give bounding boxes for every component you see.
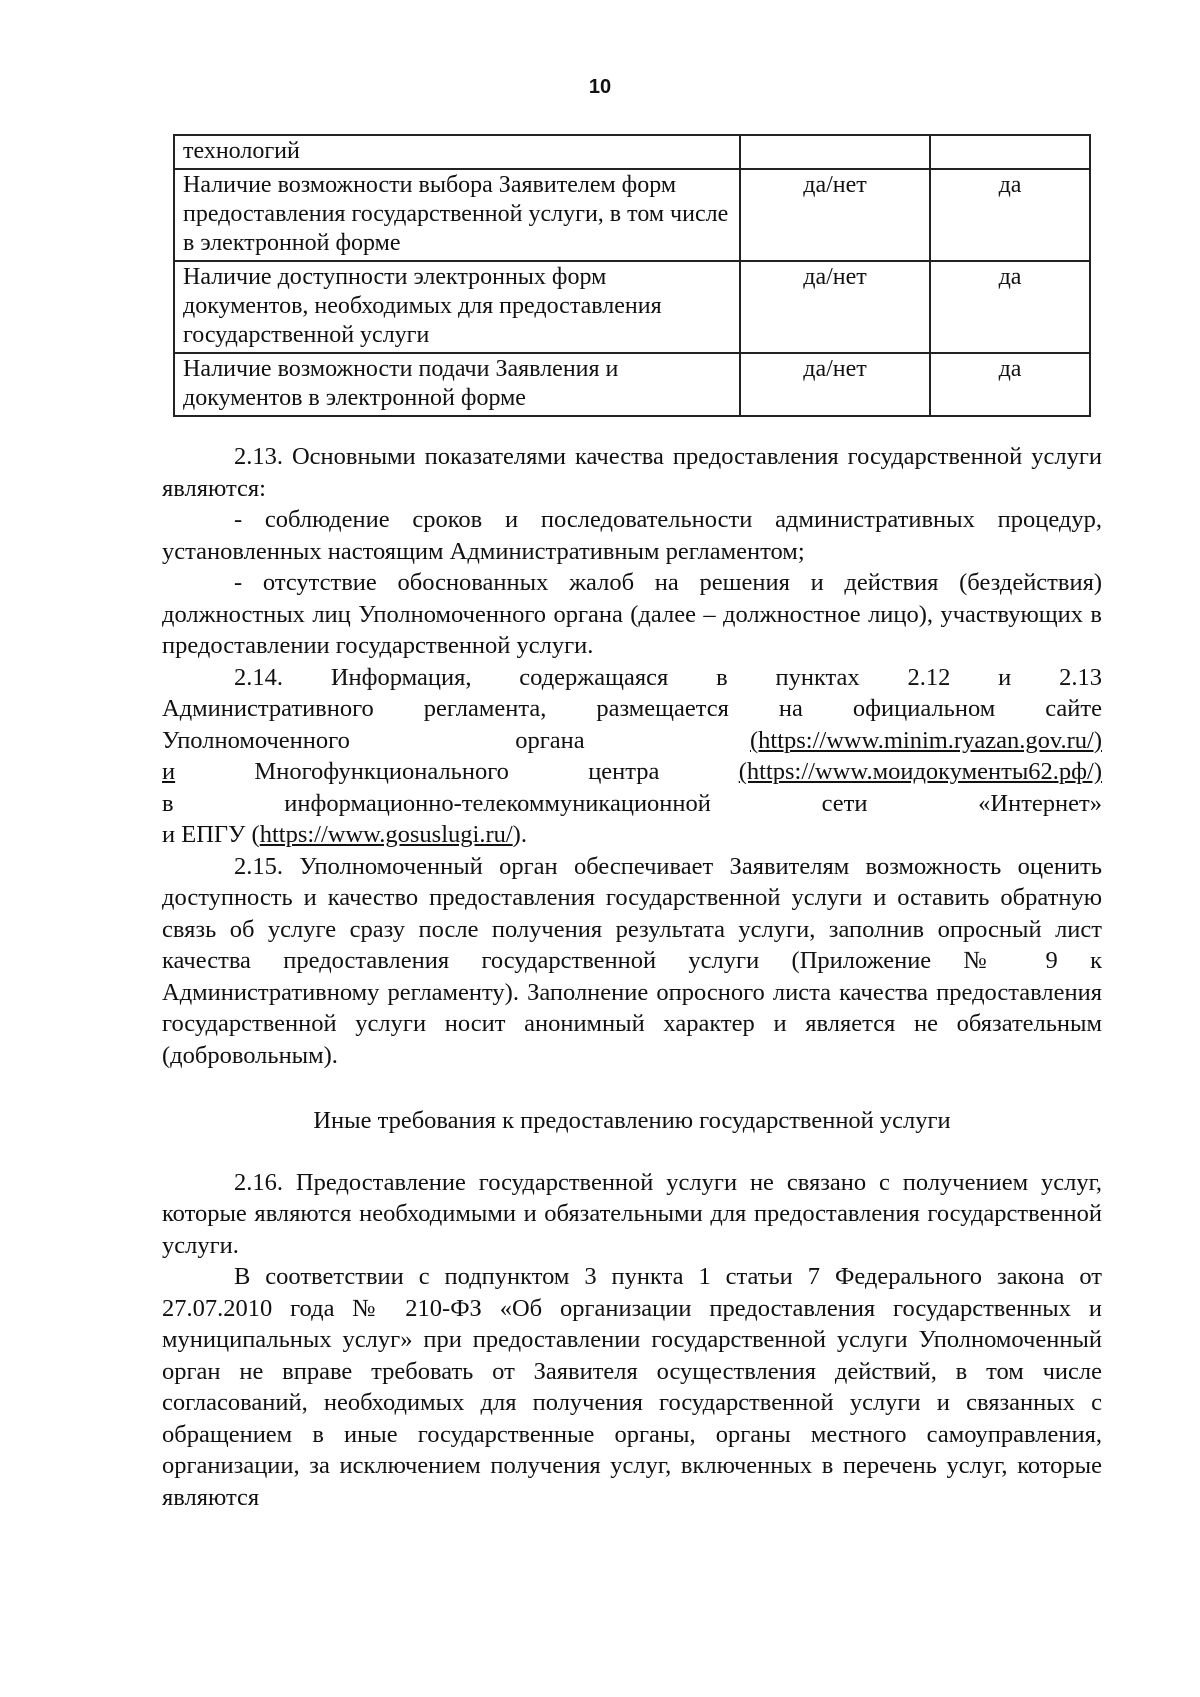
paragraph-2-13-item-2: - отсутствие обоснованных жалоб на решения и действия (бездействия) должностных лиц Уполномоченного органа (далее – должностное лицо), участвующих в предоставлении государственной услуги. [162,569,1102,659]
paragraph-2-13: 2.13. Основными показателями качества предоставления государственной услуги являются: [162,443,1102,502]
unit-cell: да/нет [740,353,930,416]
paragraph-2-13-item-1: - соблюдение сроков и последовательности административных процедур, установленных настоящим Административным регламентом; [162,506,1102,565]
paragraph-2-15: 2.15. Уполномоченный орган обеспечивает Заявителям возможность оценить доступность и качество предоставления государственной услуги и оставить обратную связь об услуге сразу после получения результата услуги, заполнив опросный лист качества предоставления государственной услуги (Приложение № 9 к Административному регламенту). Заполнение опросного листа качества предоставления государственной услуги носит анонимный характер и является не обязательным (добровольным). [162,852,1102,1069]
value-cell: да [930,261,1090,353]
text-segment: и ЕПГУ ( [162,821,260,848]
paragraph-2-14-line-1: 2.14. Информация, содержащаяся в пунктах 2.12 и 2.13 [234,663,1102,691]
document-body [162,441,1102,1513]
text-segment: Уполномоченного органа [162,726,585,754]
paragraph-2-14-line-6 [162,819,1102,851]
page-number: 10 [588,76,612,98]
unit-cell: да/нет [740,261,930,353]
paragraph-2-14-line-2: Административного регламента, размещается на официальном сайте [162,695,1102,722]
indicator-cell: технологий [174,135,740,169]
indicator-cell: Наличие возможности подачи Заявления и документов в электронной форме [174,353,740,416]
value-cell: да [930,353,1090,416]
gosuslugi-link[interactable]: https://www.gosuslugi.ru/ [259,821,513,848]
value-cell [930,135,1090,169]
value-cell: да [930,169,1090,261]
table-row [174,135,1090,169]
mfc-website-link[interactable]: (https://www.моидокументы62.рф/) [738,758,1103,785]
text-segment: и [162,758,176,785]
quality-indicators-table [173,134,1091,417]
paragraph-2-14-line-3 [162,725,1102,757]
text-segment: Многофункционального центра [254,758,660,785]
spacer [162,1071,1102,1105]
ministry-website-link[interactable]: (https://www.minim.ryazan.gov.ru/) [749,726,1102,754]
text-segment: ). [512,821,527,848]
unit-cell: да/нет [740,169,930,261]
indicator-cell: Наличие доступности электронных форм документов, необходимых для предоставления государственной услуги [174,261,740,353]
indicator-cell: Наличие возможности выбора Заявителем форм предоставления государственной услуги, в том числе в электронной форме [174,169,740,261]
spacer [162,1137,1102,1167]
table-row [174,169,1090,261]
section-heading: Иные требования к предоставлению государственной услуги [313,1107,951,1134]
unit-cell [740,135,930,169]
paragraph-2-16: 2.16. Предоставление государственной услуги не связано с получением услуг, которые являются необходимыми и обязательными для предоставления государственной услуги. [162,1168,1102,1259]
paragraph-2-14-line-4 [162,756,1102,788]
table-row [174,261,1090,353]
paragraph-law: В соответствии с подпунктом 3 пункта 1 статьи 7 Федерального закона от 27.07.2010 года № 210-ФЗ «Об организации предоставления государственных и муниципальных услуг» при предоставлении государственной услуги Уполномоченный орган не вправе требовать от Заявителя осуществления действий, в том числе согласований, необходимых для получения государственной услуги и связанных с обращением в иные государственные органы, органы местного самоуправления, организации, за исключением получения услуг, включенных в перечень услуг, которые являются [162,1263,1102,1511]
paragraph-2-14-line-5: в информационно-телекоммуникационной сети «Интернет» [162,789,1102,817]
table-row [174,353,1090,416]
